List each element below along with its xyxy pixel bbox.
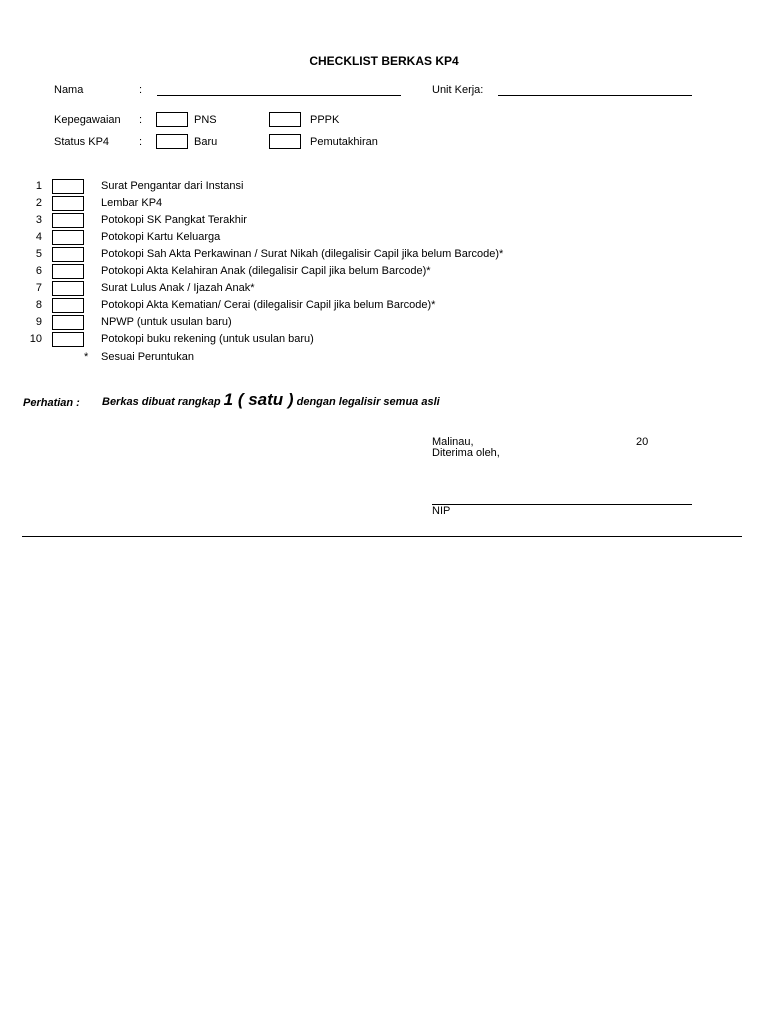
item-checkbox[interactable] xyxy=(52,298,84,313)
item-number: 2 xyxy=(35,197,42,209)
item-text: Potokopi Akta Kematian/ Cerai (dilegalisir Capil jika belum Barcode)* xyxy=(101,299,436,311)
nama-label: Nama xyxy=(54,84,84,96)
item-checkbox[interactable] xyxy=(52,247,84,262)
item-number: 6 xyxy=(35,265,42,277)
item-text: Potokopi Sah Akta Perkawinan / Surat Nikah (dilegalisir Capil jika belum Barcode)* xyxy=(101,248,504,260)
kepegawaian-label: Kepegawaian xyxy=(54,114,121,126)
notice-text xyxy=(102,390,440,410)
notice-pre: Berkas dibuat rangkap xyxy=(102,396,221,408)
item-checkbox[interactable] xyxy=(52,332,84,347)
item-checkbox[interactable] xyxy=(52,196,84,211)
pppk-label: PPPK xyxy=(310,114,340,126)
item-checkbox[interactable] xyxy=(52,179,84,194)
page-title: CHECKLIST BERKAS KP4 xyxy=(309,54,459,68)
item-text: Potokopi Kartu Keluarga xyxy=(101,231,221,243)
nama-colon: : xyxy=(139,84,143,96)
pns-label: PNS xyxy=(194,114,217,126)
item-checkbox[interactable] xyxy=(52,281,84,296)
item-number: 3 xyxy=(35,214,42,226)
item-text: Potokopi Akta Kelahiran Anak (dilegalisir Capil jika belum Barcode)* xyxy=(101,265,431,277)
item-number: 1 xyxy=(35,180,42,192)
item-checkbox[interactable] xyxy=(52,315,84,330)
item-text: Potokopi SK Pangkat Terakhir xyxy=(101,214,247,226)
item-number: 4 xyxy=(35,231,42,243)
nip-label: NIP xyxy=(432,505,451,517)
pns-checkbox[interactable] xyxy=(156,112,188,127)
pemutakhiran-checkbox[interactable] xyxy=(269,134,301,149)
notice-big: 1 ( satu ) xyxy=(223,390,294,409)
item-number: 10 xyxy=(29,333,42,345)
signature-place: Malinau, xyxy=(432,436,474,448)
item-number: 7 xyxy=(35,282,42,294)
item-text: NPWP (untuk usulan baru) xyxy=(101,316,232,328)
item-text: Surat Lulus Anak / Ijazah Anak* xyxy=(101,282,255,294)
item-checkbox[interactable] xyxy=(52,213,84,228)
signature-year: 20 xyxy=(636,436,649,448)
item-checkbox[interactable] xyxy=(52,230,84,245)
baru-label: Baru xyxy=(194,136,218,148)
pemutakhiran-label: Pemutakhiran xyxy=(310,136,378,148)
nama-field[interactable] xyxy=(157,95,401,96)
item-checkbox[interactable] xyxy=(52,264,84,279)
pppk-checkbox[interactable] xyxy=(269,112,301,127)
baru-checkbox[interactable] xyxy=(156,134,188,149)
kepegawaian-colon: : xyxy=(139,114,143,126)
notice-label: Perhatian : xyxy=(23,397,80,409)
item-number: 9 xyxy=(35,316,42,328)
unit-kerja-field[interactable] xyxy=(498,95,692,96)
footnote-mark: * xyxy=(84,351,89,363)
item-number: 8 xyxy=(35,299,42,311)
footnote-text: Sesuai Peruntukan xyxy=(101,351,194,363)
signature-line xyxy=(432,504,692,505)
item-text: Lembar KP4 xyxy=(101,197,163,209)
unit-kerja-label: Unit Kerja: xyxy=(432,84,484,96)
item-text: Potokopi buku rekening (untuk usulan baru) xyxy=(101,333,314,345)
received-by-label: Diterima oleh, xyxy=(432,447,500,459)
item-text: Surat Pengantar dari Instansi xyxy=(101,180,244,192)
status-colon: : xyxy=(139,136,143,148)
notice-post: dengan legalisir semua asli xyxy=(296,396,440,408)
page-divider xyxy=(22,536,742,537)
item-number: 5 xyxy=(35,248,42,260)
status-kp4-label: Status KP4 xyxy=(54,136,110,148)
